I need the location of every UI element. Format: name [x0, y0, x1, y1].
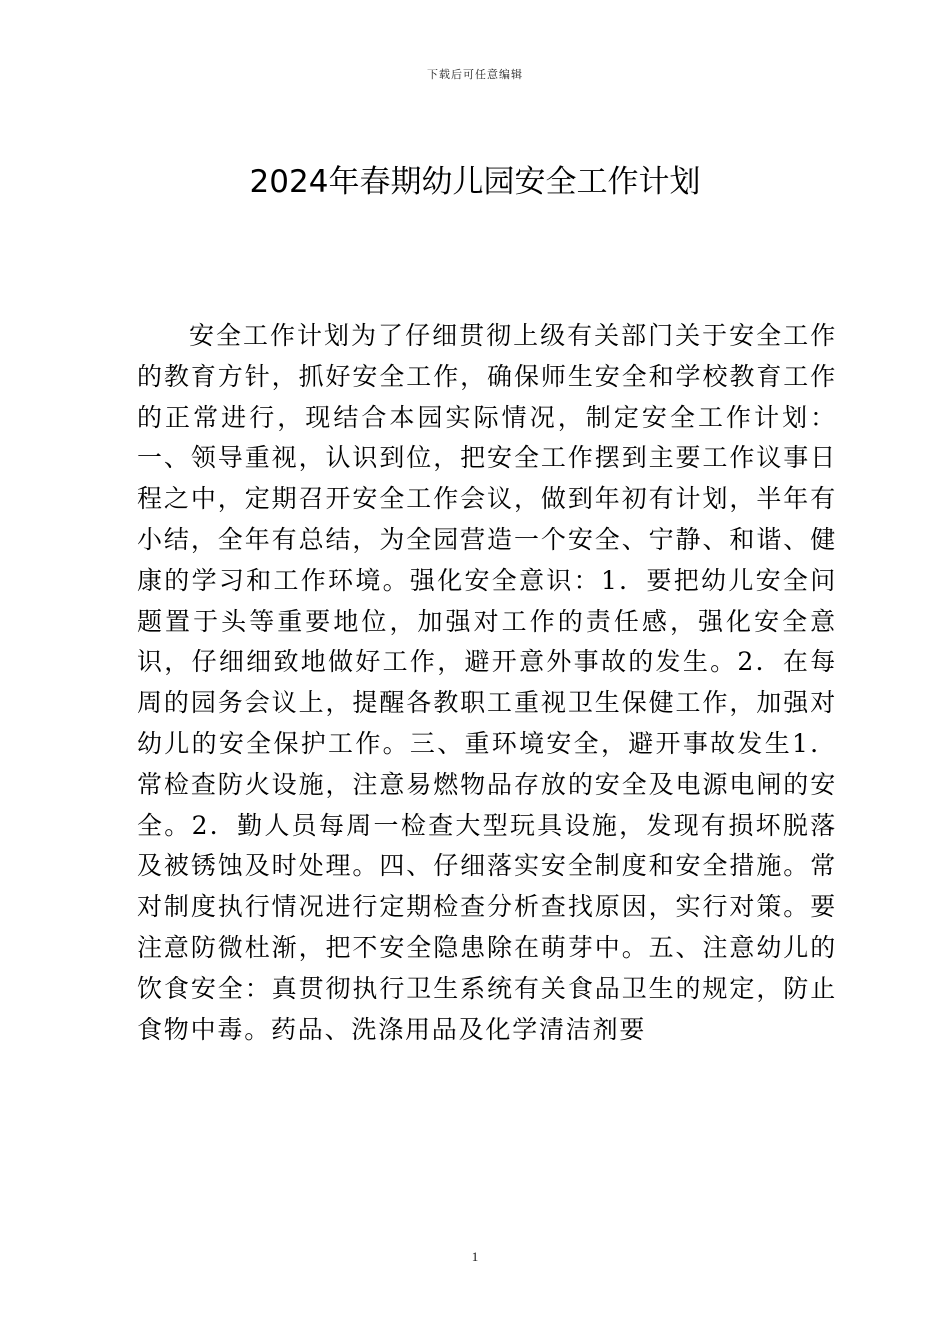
page-header-note: 下载后可任意编辑	[427, 68, 523, 81]
document-body-paragraph: 安全工作计划为了仔细贯彻上级有关部门关于安全工作的教育方针，抓好安全工作，确保师生安全和学校教育工作的正常进行，现结合本园实际情况，制定安全工作计划：一、领导重视，认识到位，把安全工作摆到主要工作议事日程之中，定期召开安全工作会议，做到年初有计划，半年有小结，全年有总结，为全园营造一个安全、宁静、和谐、健康的学习和工作环境。强化安全意识：1．要把幼儿安全问题置于头等重要地位，加强对工作的责任感，强化安全意识，仔细细致地做好工作，避开意外事故的发生。2．在每周的园务会议上，提醒各教职工重视卫生保健工作，加强对幼儿的安全保护工作。三、重环境安全，避开事故发生1．常检查防火设施，注意易燃物品存放的安全及电源电闸的安全。2．勤人员每周一检查大型玩具设施，发现有损坏脱落及被锈蚀及时处理。四、仔细落实安全制度和安全措施。常对制度执行情况进行定期检查分析查找原因，实行对策。要注意防微杜渐，把不安全隐患除在萌芽中。五、注意幼儿的饮食安全：真贯彻执行卫生系统有关食品卫生的规定，防止食物中毒。药品、洗涤用品及化学清洁剂要	[137, 321, 837, 1044]
document-title: 2024年春期幼儿园安全工作计划	[249, 164, 701, 200]
page-number: 1	[471, 1249, 479, 1264]
